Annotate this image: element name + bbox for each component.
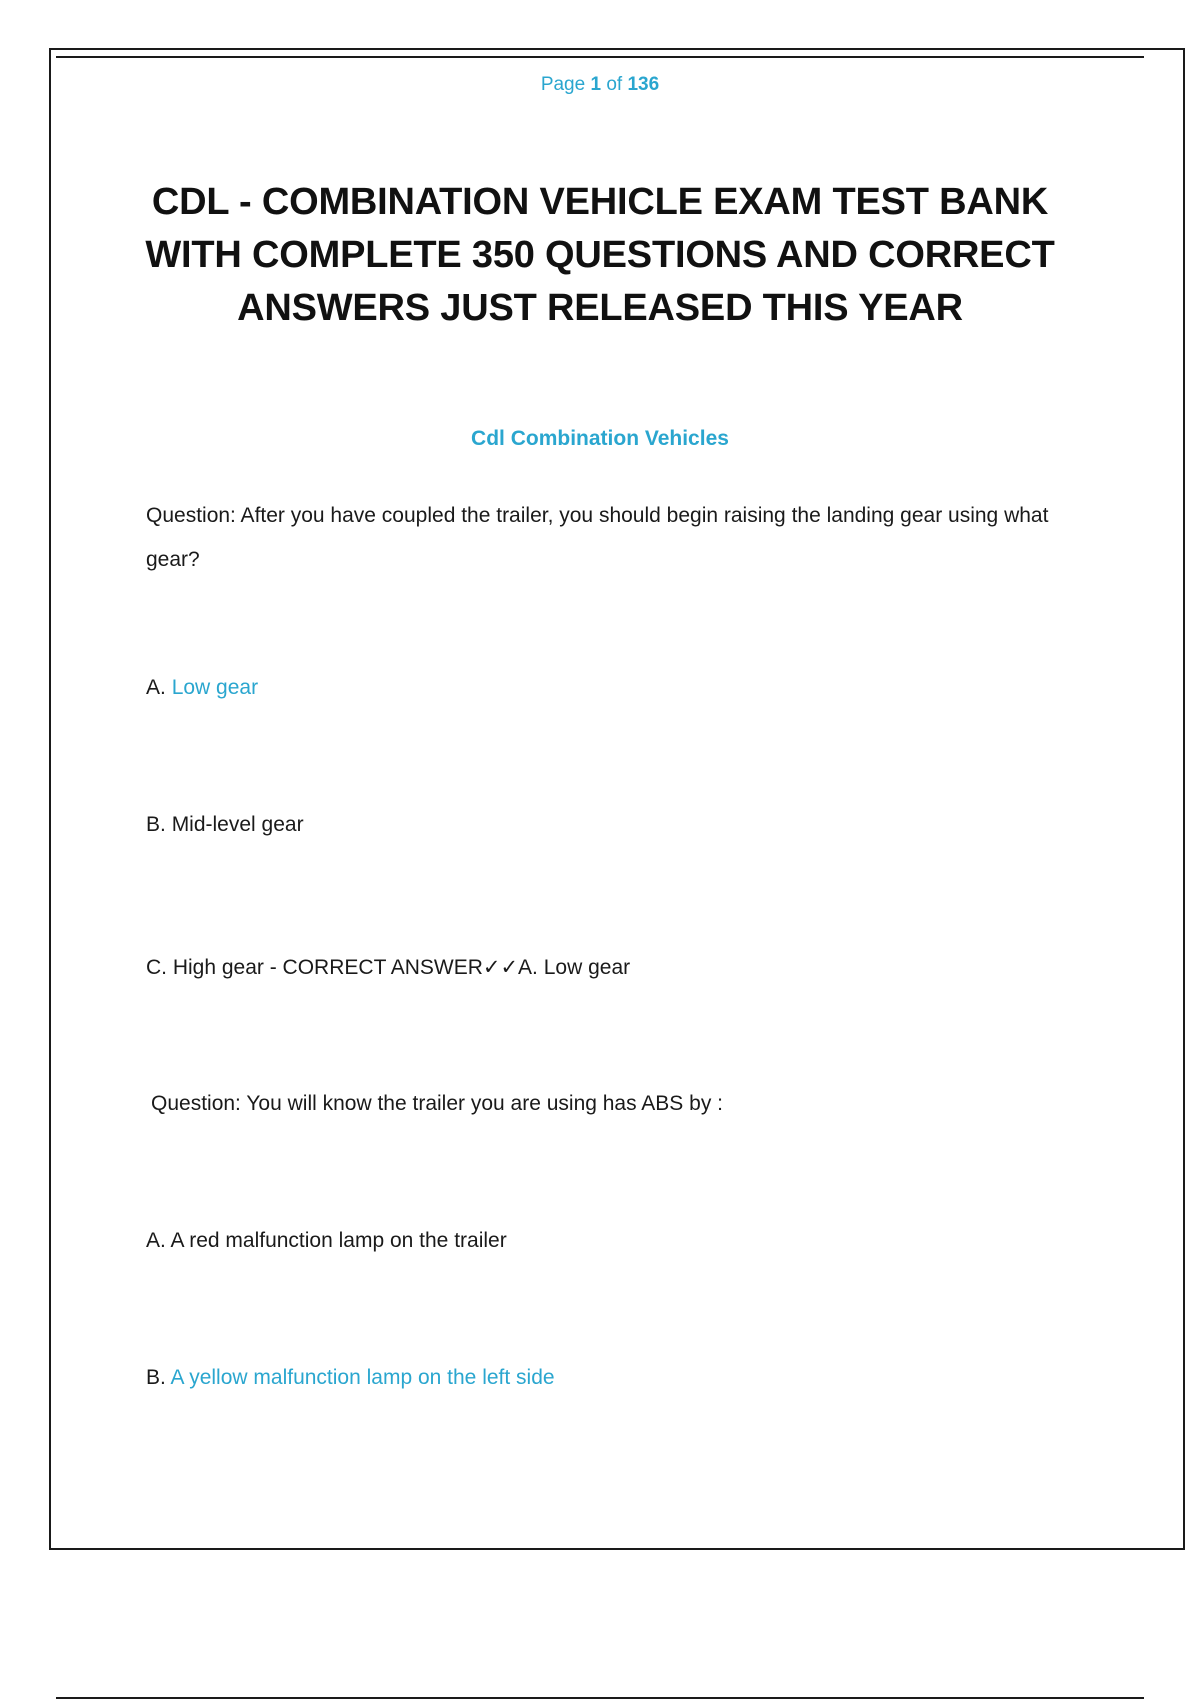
page-total: 136 <box>627 74 660 95</box>
page-of: of <box>606 74 623 95</box>
footer-rule <box>56 1697 1144 1699</box>
option-text-highlighted: Low gear <box>171 676 259 699</box>
question-1-option-b <box>146 813 304 837</box>
question-1-option-a <box>146 676 258 700</box>
document-title: CDL - COMBINATION VEHICLE EXAM TEST BANK WITH COMPLETE 350 QUESTIONS AND CORRECT ANSWERS JUST RELEASED THIS YEAR <box>145 181 1055 329</box>
question-1-text: Question: After you have coupled the trailer, you should begin raising the landing gear using what gear? <box>146 504 1049 571</box>
option-text-highlighted: A yellow malfunction lamp on the left side <box>170 1366 555 1389</box>
page-label: Page <box>540 74 586 95</box>
section-heading: Cdl Combination Vehicles <box>471 427 729 450</box>
option-letter: C. <box>146 956 167 979</box>
option-text: Mid-level gear <box>171 813 304 836</box>
option-text-with-answer: High gear - CORRECT ANSWER✓✓A. Low gear <box>172 956 631 979</box>
question-2-option-b <box>146 1366 555 1390</box>
option-text: A red malfunction lamp on the trailer <box>170 1229 507 1252</box>
option-letter: B. <box>146 813 166 836</box>
question-2-text: Question: You will know the trailer you are using has ABS by : <box>151 1092 723 1115</box>
page-indicator <box>0 74 1200 96</box>
option-letter: A. <box>146 1229 166 1252</box>
page-current: 1 <box>590 74 602 95</box>
question-1-option-c <box>146 955 630 980</box>
header-rule <box>56 56 1144 58</box>
option-letter: B. <box>146 1366 166 1389</box>
option-letter: A. <box>146 676 166 699</box>
question-2-option-a <box>146 1229 507 1253</box>
